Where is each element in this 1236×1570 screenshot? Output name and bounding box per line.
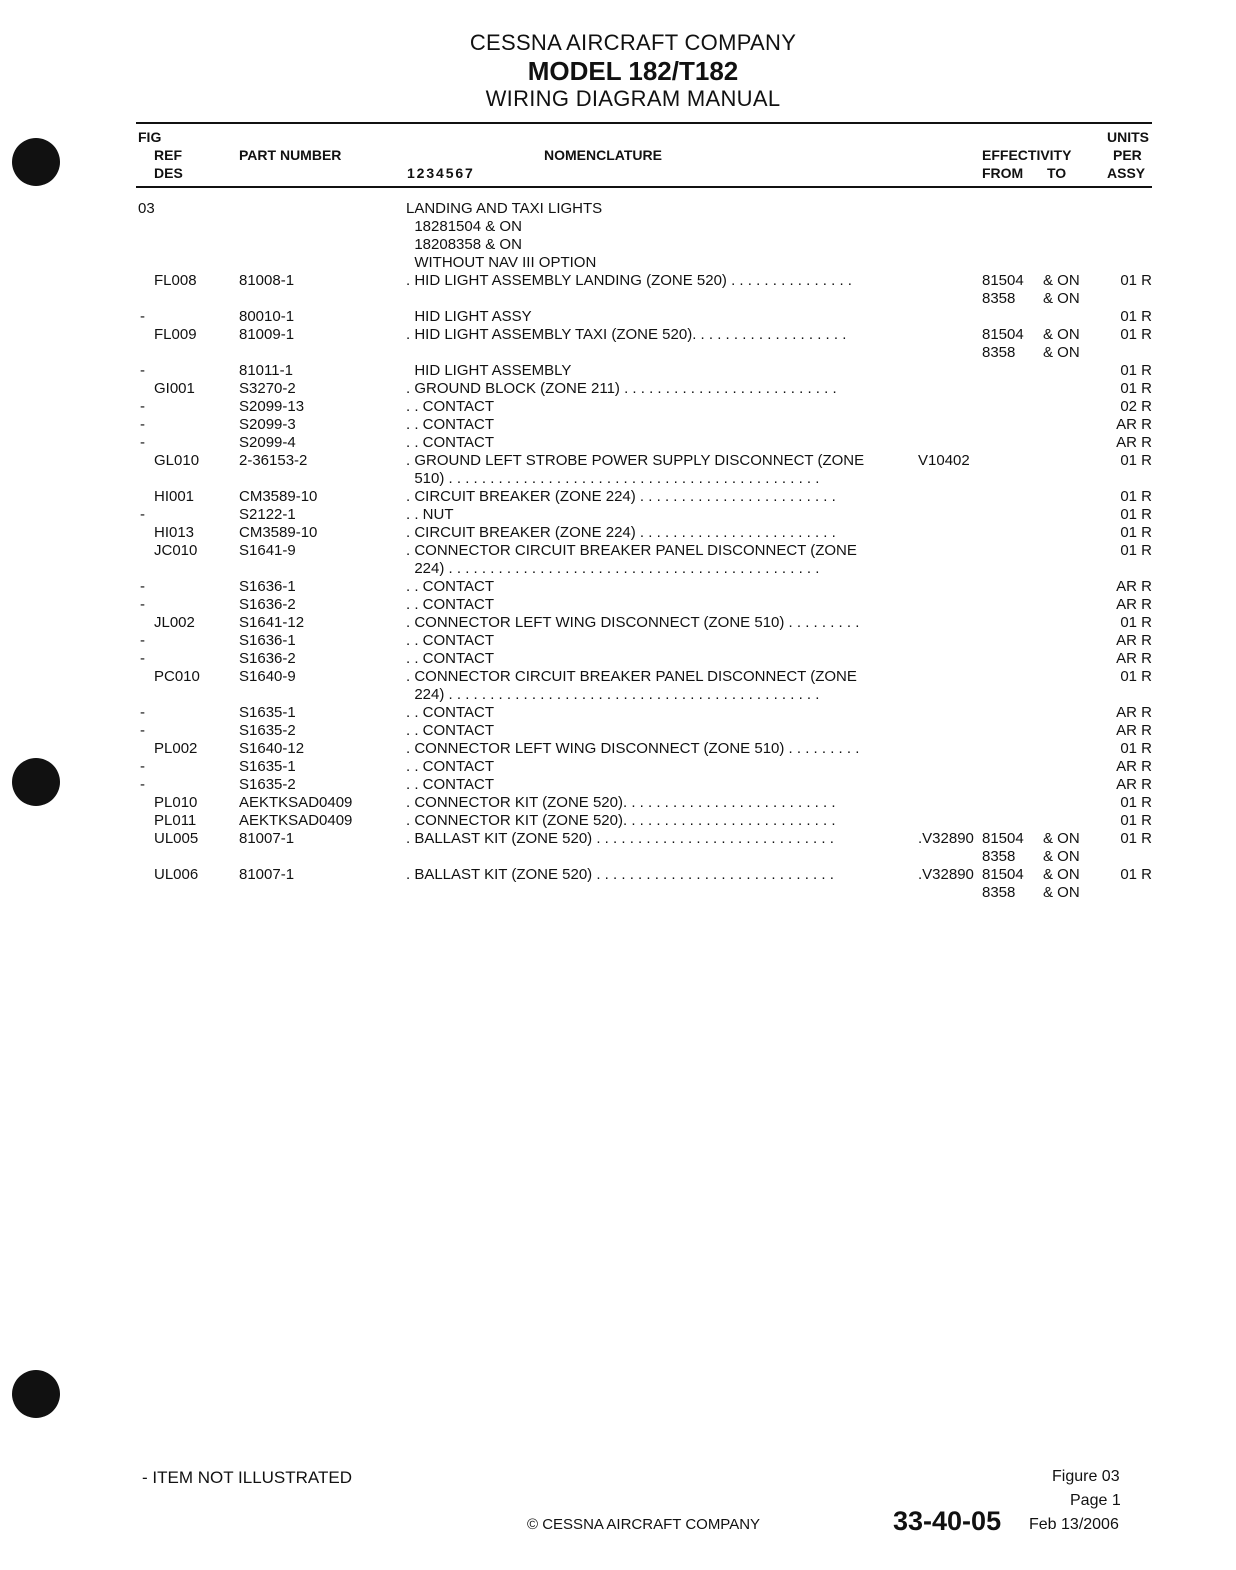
part-number-cell: 80010-1 (239, 308, 295, 325)
col-to: TO (1047, 165, 1067, 181)
nomenclature-cell: HID LIGHT ASSEMBLY (406, 362, 572, 379)
table-row (0, 470, 1236, 488)
table-row (0, 848, 1236, 866)
effectivity-code-cell: V10402 (918, 452, 970, 469)
units-per-assy-cell: 01 R (1120, 830, 1152, 847)
table-row (0, 740, 1236, 758)
nomenclature-cell: 224) . . . . . . . . . . . . . . . . . . . . . . . . . . . . . . . . . . . . . . . . . . . . . (406, 686, 820, 703)
units-per-assy-cell: 01 R (1120, 506, 1152, 523)
ref-des-cell: PL010 (154, 794, 198, 811)
binder-hole-bottom (12, 1370, 60, 1418)
header-rule-bottom (136, 186, 1152, 188)
copyright: © CESSNA AIRCRAFT COMPANY (527, 1516, 761, 1533)
part-number-cell: 81008-1 (239, 272, 295, 289)
part-number-cell: CM3589-10 (239, 524, 318, 541)
part-number-cell: 81007-1 (239, 830, 295, 847)
effectivity-to-cell: & ON (1043, 884, 1080, 901)
table-row (0, 326, 1236, 344)
table-row (0, 524, 1236, 542)
part-number-cell: S1640-12 (239, 740, 305, 757)
effectivity-from-cell: 8358 (982, 884, 1016, 901)
units-per-assy-cell: AR R (1116, 434, 1152, 451)
part-number-cell: S2099-13 (239, 398, 305, 415)
ref-des-cell: 03 (138, 200, 155, 217)
units-per-assy-cell: 01 R (1120, 794, 1152, 811)
table-row (0, 668, 1236, 686)
table-row (0, 506, 1236, 524)
effectivity-to-cell: & ON (1043, 290, 1080, 307)
effectivity-from-cell: 81504 (982, 326, 1024, 343)
ref-des-cell: - (140, 632, 145, 649)
nomenclature-cell: . CONNECTOR KIT (ZONE 520). . . . . . . . . . . . . . . . . . . . . . . . . . (406, 794, 836, 811)
ref-des-cell: HI013 (154, 524, 195, 541)
effectivity-to-cell: & ON (1043, 326, 1080, 343)
effectivity-from-cell: 81504 (982, 272, 1024, 289)
ref-des-cell: - (140, 578, 145, 595)
table-row (0, 416, 1236, 434)
effectivity-to-cell: & ON (1043, 866, 1080, 883)
part-number-cell: 81007-1 (239, 866, 295, 883)
effectivity-to-cell: & ON (1043, 344, 1080, 361)
nomenclature-cell: . CONNECTOR KIT (ZONE 520). . . . . . . . . . . . . . . . . . . . . . . . . . (406, 812, 836, 829)
nomenclature-cell: LANDING AND TAXI LIGHTS (406, 200, 603, 217)
nomenclature-cell: 510) . . . . . . . . . . . . . . . . . . . . . . . . . . . . . . . . . . . . . . . . . . . . . (406, 470, 820, 487)
table-row (0, 686, 1236, 704)
table-row (0, 776, 1236, 794)
nomenclature-cell: . . CONTACT (406, 434, 495, 451)
effectivity-from-cell: 81504 (982, 830, 1024, 847)
ref-des-cell: JL002 (154, 614, 195, 631)
table-row (0, 434, 1236, 452)
part-number-cell: S1635-1 (239, 758, 296, 775)
ref-des-cell: PL002 (154, 740, 198, 757)
table-row (0, 830, 1236, 848)
units-per-assy-cell: AR R (1116, 596, 1152, 613)
units-per-assy-cell: AR R (1116, 758, 1152, 775)
footnote-not-illustrated: - ITEM NOT ILLUSTRATED (142, 1468, 353, 1487)
part-number-cell: 81011-1 (239, 362, 293, 379)
nomenclature-cell: . . CONTACT (406, 632, 495, 649)
part-number-cell: S1640-9 (239, 668, 296, 685)
units-per-assy-cell: AR R (1116, 722, 1152, 739)
nomenclature-cell: . . CONTACT (406, 704, 495, 721)
ref-des-cell: PC010 (154, 668, 200, 685)
table-row (0, 308, 1236, 326)
table-row (0, 560, 1236, 578)
revision-date: Feb 13/2006 (1029, 1516, 1119, 1533)
table-row (0, 254, 1236, 272)
nomenclature-cell: . CIRCUIT BREAKER (ZONE 224) . . . . . . . . . . . . . . . . . . . . . . . . (406, 488, 836, 505)
effectivity-code-cell: .V32890 (918, 830, 974, 847)
table-row (0, 632, 1236, 650)
ref-des-cell: HI001 (154, 488, 195, 505)
units-per-assy-cell: 01 R (1120, 452, 1152, 469)
table-row (0, 488, 1236, 506)
ref-des-cell: JC010 (154, 542, 198, 559)
ref-des-cell: - (140, 758, 145, 775)
table-row (0, 884, 1236, 902)
units-per-assy-cell: 01 R (1120, 668, 1152, 685)
col-nomenclature: NOMENCLATURE (544, 147, 662, 163)
units-per-assy-cell: AR R (1116, 578, 1152, 595)
col-indent-digits: 1 2 3 4 5 6 7 (407, 165, 473, 181)
nomenclature-cell: 18208358 & ON (406, 236, 522, 253)
nomenclature-cell: . . CONTACT (406, 758, 495, 775)
units-per-assy-cell: AR R (1116, 650, 1152, 667)
part-number-cell: S1641-9 (239, 542, 296, 559)
nomenclature-cell: . . NUT (406, 506, 454, 523)
nomenclature-cell: . BALLAST KIT (ZONE 520) . . . . . . . . . . . . . . . . . . . . . . . . . . . . . (406, 866, 834, 883)
table-row (0, 614, 1236, 632)
units-per-assy-cell: 01 R (1120, 866, 1152, 883)
nomenclature-cell: . CONNECTOR LEFT WING DISCONNECT (ZONE 510) . . . . . . . . . (406, 614, 860, 631)
header-rule-top (136, 122, 1152, 124)
effectivity-from-cell: 81504 (982, 866, 1024, 883)
part-number-cell: S1636-2 (239, 596, 296, 613)
units-per-assy-cell: 01 R (1120, 488, 1152, 505)
ref-des-cell: UL006 (154, 866, 199, 883)
effectivity-code-cell: .V32890 (918, 866, 974, 883)
nomenclature-cell: . BALLAST KIT (ZONE 520) . . . . . . . . . . . . . . . . . . . . . . . . . . . . . (406, 830, 834, 847)
table-row (0, 452, 1236, 470)
part-number-cell: S1635-2 (239, 776, 296, 793)
nomenclature-cell: . GROUND BLOCK (ZONE 211) . . . . . . . . . . . . . . . . . . . . . . . . . . (406, 380, 837, 397)
part-number-cell: S1635-2 (239, 722, 296, 739)
effectivity-to-cell: & ON (1043, 272, 1080, 289)
nomenclature-cell: HID LIGHT ASSY (406, 308, 532, 325)
model-title: MODEL 182/T182 (527, 56, 739, 86)
table-row (0, 578, 1236, 596)
part-number-cell: S2099-4 (239, 434, 296, 451)
table-row (0, 236, 1236, 254)
manual-title: WIRING DIAGRAM MANUAL (485, 86, 781, 111)
ref-des-cell: - (140, 722, 145, 739)
table-row (0, 866, 1236, 884)
part-number-cell: S1636-1 (239, 578, 296, 595)
part-number-cell: S1641-12 (239, 614, 305, 631)
col-effectivity: EFFECTIVITY (982, 147, 1072, 163)
ref-des-cell: - (140, 416, 145, 433)
nomenclature-cell: . . CONTACT (406, 650, 495, 667)
units-per-assy-cell: 01 R (1120, 542, 1152, 559)
part-number-cell: CM3589-10 (239, 488, 318, 505)
ref-des-cell: - (140, 704, 145, 721)
ref-des-cell: - (140, 434, 145, 451)
nomenclature-cell: . CONNECTOR LEFT WING DISCONNECT (ZONE 510) . . . . . . . . . (406, 740, 860, 757)
part-number-cell: S2099-3 (239, 416, 296, 433)
units-per-assy-cell: 01 R (1120, 326, 1152, 343)
nomenclature-cell: 18281504 & ON (406, 218, 522, 235)
units-per-assy-cell: 01 R (1120, 272, 1152, 289)
table-row (0, 218, 1236, 236)
effectivity-to-cell: & ON (1043, 830, 1080, 847)
part-number-cell: 81009-1 (239, 326, 295, 343)
table-row (0, 344, 1236, 362)
table-row (0, 722, 1236, 740)
figure-label: Figure 03 (1052, 1468, 1120, 1485)
effectivity-from-cell: 8358 (982, 344, 1016, 361)
nomenclature-cell: . . CONTACT (406, 776, 495, 793)
units-per-assy-cell: 01 R (1120, 362, 1152, 379)
units-per-assy-cell: AR R (1116, 416, 1152, 433)
table-row (0, 542, 1236, 560)
page-label: Page 1 (1070, 1492, 1121, 1509)
units-per-assy-cell: AR R (1116, 632, 1152, 649)
col-fig: FIG (138, 129, 162, 145)
table-row (0, 290, 1236, 308)
nomenclature-cell: . CIRCUIT BREAKER (ZONE 224) . . . . . . . . . . . . . . . . . . . . . . . . (406, 524, 836, 541)
binder-hole-top (12, 138, 60, 186)
effectivity-to-cell: & ON (1043, 848, 1080, 865)
nomenclature-cell: . GROUND LEFT STROBE POWER SUPPLY DISCONNECT (ZONE (406, 452, 865, 469)
ref-des-cell: FL009 (154, 326, 197, 343)
ref-des-cell: - (140, 398, 145, 415)
col-units: UNITS (1107, 129, 1149, 145)
effectivity-from-cell: 8358 (982, 290, 1016, 307)
part-number-cell: AEKTKSAD0409 (239, 794, 353, 811)
ref-des-cell: - (140, 362, 145, 379)
col-per: PER (1113, 147, 1142, 163)
ref-des-cell: GL010 (154, 452, 200, 469)
col-part-number: PART NUMBER (239, 147, 342, 163)
part-number-cell: S1635-1 (239, 704, 296, 721)
part-number-cell: S1636-1 (239, 632, 296, 649)
units-per-assy-cell: 02 R (1120, 398, 1152, 415)
units-per-assy-cell: 01 R (1120, 524, 1152, 541)
nomenclature-cell: . . CONTACT (406, 398, 495, 415)
table-row (0, 380, 1236, 398)
ref-des-cell: - (140, 650, 145, 667)
nomenclature-cell: . CONNECTOR CIRCUIT BREAKER PANEL DISCONNECT (ZONE (406, 542, 857, 559)
table-row (0, 758, 1236, 776)
nomenclature-cell: 224) . . . . . . . . . . . . . . . . . . . . . . . . . . . . . . . . . . . . . . . . . . . . . (406, 560, 820, 577)
ref-des-cell: - (140, 308, 145, 325)
table-row (0, 794, 1236, 812)
units-per-assy-cell: 01 R (1120, 740, 1152, 757)
units-per-assy-cell: 01 R (1120, 380, 1152, 397)
ref-des-cell: FL008 (154, 272, 197, 289)
nomenclature-cell: . . CONTACT (406, 722, 495, 739)
company-name: CESSNA AIRCRAFT COMPANY (469, 30, 797, 55)
table-row (0, 704, 1236, 722)
nomenclature-cell: . HID LIGHT ASSEMBLY LANDING (ZONE 520) . . . . . . . . . . . . . . . (406, 272, 852, 289)
units-per-assy-cell: 01 R (1120, 812, 1152, 829)
units-per-assy-cell: AR R (1116, 776, 1152, 793)
ref-des-cell: PL011 (154, 812, 197, 829)
ref-des-cell: - (140, 596, 145, 613)
part-number-cell: AEKTKSAD0409 (239, 812, 353, 829)
col-from: FROM (982, 165, 1024, 181)
units-per-assy-cell: 01 R (1120, 614, 1152, 631)
part-number-cell: S3270-2 (239, 380, 296, 397)
table-row (0, 812, 1236, 830)
table-row (0, 650, 1236, 668)
document-number: 33-40-05 (893, 1506, 1002, 1536)
nomenclature-cell: . HID LIGHT ASSEMBLY TAXI (ZONE 520). . . . . . . . . . . . . . . . . . . (406, 326, 847, 343)
ref-des-cell: - (140, 506, 145, 523)
table-row (0, 272, 1236, 290)
ref-des-cell: GI001 (154, 380, 195, 397)
part-number-cell: S2122-1 (239, 506, 296, 523)
table-row (0, 398, 1236, 416)
table-row (0, 362, 1236, 380)
ref-des-cell: - (140, 776, 145, 793)
col-assy: ASSY (1107, 165, 1146, 181)
part-number-cell: 2-36153-2 (239, 452, 308, 469)
nomenclature-cell: . . CONTACT (406, 578, 495, 595)
units-per-assy-cell: AR R (1116, 704, 1152, 721)
units-per-assy-cell: 01 R (1120, 308, 1152, 325)
nomenclature-cell: . . CONTACT (406, 416, 495, 433)
ref-des-cell: UL005 (154, 830, 199, 847)
nomenclature-cell: WITHOUT NAV III OPTION (406, 254, 597, 271)
nomenclature-cell: . CONNECTOR CIRCUIT BREAKER PANEL DISCONNECT (ZONE (406, 668, 857, 685)
col-ref: REF (154, 147, 182, 163)
part-number-cell: S1636-2 (239, 650, 296, 667)
effectivity-from-cell: 8358 (982, 848, 1016, 865)
nomenclature-cell: . . CONTACT (406, 596, 495, 613)
col-des: DES (154, 165, 183, 181)
table-row (0, 596, 1236, 614)
table-row (0, 200, 1236, 218)
